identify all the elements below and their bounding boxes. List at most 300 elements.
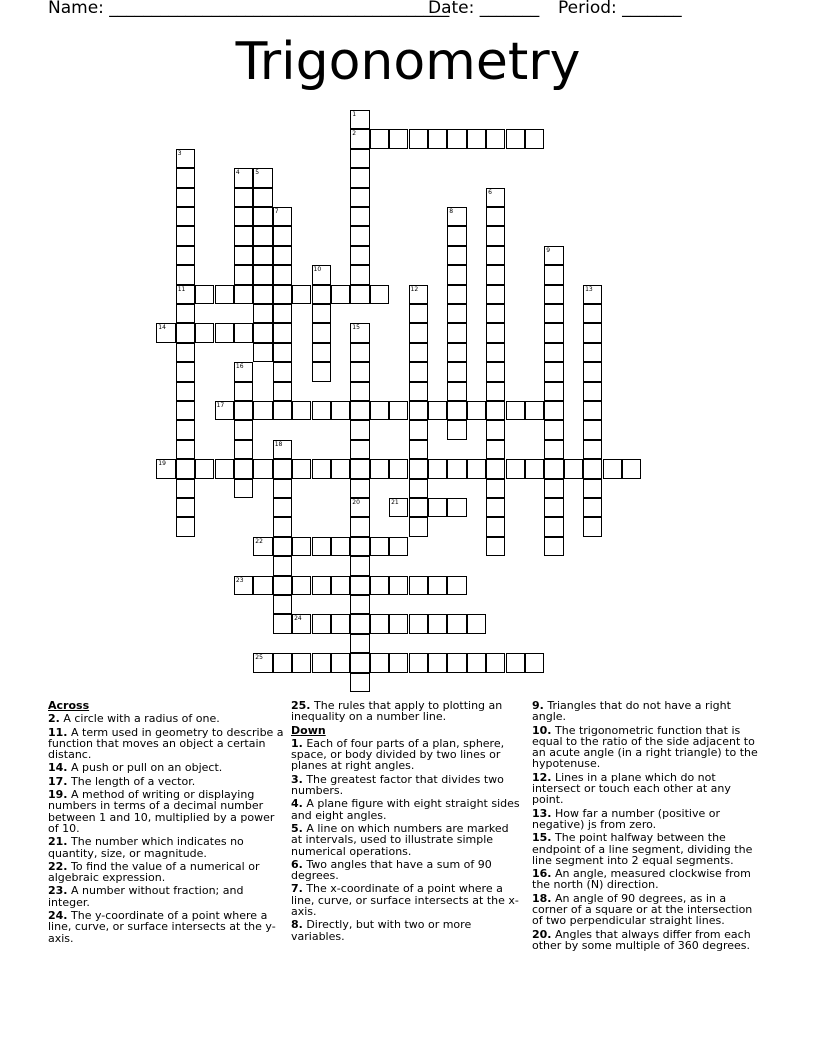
- crossword-cell[interactable]: [234, 440, 253, 459]
- crossword-cell[interactable]: [312, 304, 331, 323]
- crossword-cell[interactable]: [234, 479, 253, 498]
- crossword-cell[interactable]: [428, 401, 447, 420]
- crossword-cell[interactable]: [370, 576, 389, 595]
- crossword-cell[interactable]: [486, 226, 505, 245]
- clue-number: 2.: [48, 712, 60, 726]
- crossword-cell[interactable]: [409, 362, 428, 381]
- crossword-cell[interactable]: [215, 459, 234, 478]
- crossword-cell[interactable]: [273, 576, 292, 595]
- crossword-cell[interactable]: [409, 440, 428, 459]
- crossword-cell[interactable]: [544, 382, 563, 401]
- crossword-cell[interactable]: [544, 420, 563, 439]
- crossword-cell[interactable]: [350, 343, 369, 362]
- crossword-cell[interactable]: [350, 498, 369, 517]
- crossword-cell[interactable]: [428, 129, 447, 148]
- crossword-cell[interactable]: [234, 576, 253, 595]
- crossword-cell[interactable]: [156, 323, 175, 342]
- crossword-cell[interactable]: [409, 479, 428, 498]
- crossword-cell[interactable]: [215, 401, 234, 420]
- crossword-cell[interactable]: [350, 285, 369, 304]
- crossword-cell[interactable]: [409, 576, 428, 595]
- crossword-cell[interactable]: [544, 459, 563, 478]
- page-title: Trigonometry: [235, 32, 581, 92]
- crossword-cell[interactable]: [544, 498, 563, 517]
- crossword-cell[interactable]: [331, 401, 350, 420]
- crossword-cell[interactable]: [486, 440, 505, 459]
- crossword-cell[interactable]: [312, 265, 331, 284]
- crossword-cell[interactable]: [389, 459, 408, 478]
- crossword-cell[interactable]: [273, 517, 292, 536]
- clue-number: 5.: [291, 821, 303, 835]
- crossword-cell[interactable]: [176, 149, 195, 168]
- crossword-cell[interactable]: [292, 459, 311, 478]
- crossword-cell[interactable]: [486, 362, 505, 381]
- crossword-cell[interactable]: [544, 479, 563, 498]
- crossword-cell[interactable]: [506, 401, 525, 420]
- crossword-cell[interactable]: [544, 343, 563, 362]
- crossword-cell[interactable]: [350, 459, 369, 478]
- crossword-cell[interactable]: [564, 459, 583, 478]
- crossword-cell[interactable]: [176, 285, 195, 304]
- crossword-cell[interactable]: [350, 420, 369, 439]
- crossword-cell[interactable]: [389, 614, 408, 633]
- crossword-cell[interactable]: [486, 382, 505, 401]
- crossword-cell[interactable]: [253, 226, 272, 245]
- crossword-cell[interactable]: [447, 459, 466, 478]
- crossword-cell[interactable]: [583, 285, 602, 304]
- crossword-cell[interactable]: [176, 498, 195, 517]
- crossword-cell[interactable]: [176, 362, 195, 381]
- crossword-cell[interactable]: [389, 576, 408, 595]
- crossword-cell[interactable]: [176, 479, 195, 498]
- crossword-cell[interactable]: [273, 595, 292, 614]
- crossword-cell[interactable]: [253, 653, 272, 672]
- crossword-cell[interactable]: [544, 246, 563, 265]
- crossword-cell[interactable]: [467, 614, 486, 633]
- crossword-cell[interactable]: [176, 459, 195, 478]
- clue-number: 17.: [48, 774, 68, 788]
- crossword-cell[interactable]: [447, 382, 466, 401]
- crossword-cell[interactable]: [234, 168, 253, 187]
- crossword-cell[interactable]: [409, 459, 428, 478]
- crossword-cell[interactable]: [273, 362, 292, 381]
- clue-text: A term used in geometry to describe a function that moves an object a certain distanc.: [48, 725, 284, 762]
- crossword-cell[interactable]: [350, 673, 369, 692]
- clue-number-label: 11: [177, 285, 186, 293]
- crossword-cell[interactable]: [350, 634, 369, 653]
- crossword-cell[interactable]: [583, 459, 602, 478]
- crossword-cell[interactable]: [447, 226, 466, 245]
- crossword-cell[interactable]: [273, 537, 292, 556]
- crossword-cell[interactable]: [195, 323, 214, 342]
- crossword-cell[interactable]: [176, 207, 195, 226]
- crossword-cell[interactable]: [486, 207, 505, 226]
- clue-number: 1.: [291, 736, 303, 750]
- crossword-cell[interactable]: [253, 285, 272, 304]
- crossword-cell[interactable]: [350, 168, 369, 187]
- crossword-cell[interactable]: [409, 343, 428, 362]
- crossword-cell[interactable]: [234, 265, 253, 284]
- crossword-cell[interactable]: [253, 323, 272, 342]
- crossword-cell[interactable]: [253, 246, 272, 265]
- crossword-cell[interactable]: [544, 517, 563, 536]
- crossword-cell[interactable]: [486, 129, 505, 148]
- crossword-cell[interactable]: [176, 517, 195, 536]
- crossword-cell[interactable]: [273, 614, 292, 633]
- crossword-cell[interactable]: [428, 576, 447, 595]
- crossword-cell[interactable]: [350, 537, 369, 556]
- crossword-cell[interactable]: [447, 420, 466, 439]
- crossword-cell[interactable]: [350, 479, 369, 498]
- crossword-cell[interactable]: [583, 362, 602, 381]
- crossword-cell[interactable]: [176, 226, 195, 245]
- crossword-cell[interactable]: [253, 537, 272, 556]
- clue-text: Two angles that have a sum of 90 degrees.: [291, 857, 492, 883]
- crossword-cell[interactable]: [409, 382, 428, 401]
- crossword-cell[interactable]: [312, 537, 331, 556]
- crossword-cell[interactable]: [486, 265, 505, 284]
- clue-text: The length of a vector.: [67, 774, 196, 788]
- crossword-cell[interactable]: [273, 556, 292, 575]
- crossword-cell[interactable]: [176, 401, 195, 420]
- crossword-cell[interactable]: [544, 304, 563, 323]
- crossword-cell[interactable]: [176, 323, 195, 342]
- crossword-cell[interactable]: [525, 129, 544, 148]
- crossword-cell[interactable]: [273, 226, 292, 245]
- clue-number-label: 7: [274, 208, 279, 215]
- clue-number: 15.: [532, 831, 552, 845]
- crossword-cell[interactable]: [350, 110, 369, 129]
- crossword-cell[interactable]: [253, 401, 272, 420]
- crossword-cell[interactable]: [273, 440, 292, 459]
- clue-number-label: 22: [255, 537, 263, 545]
- crossword-cell[interactable]: [447, 653, 466, 672]
- crossword-cell[interactable]: [273, 653, 292, 672]
- crossword-cell[interactable]: [447, 323, 466, 342]
- crossword-cell[interactable]: [273, 246, 292, 265]
- crossword-cell[interactable]: [486, 479, 505, 498]
- crossword-cell[interactable]: [253, 343, 272, 362]
- crossword-cell[interactable]: [234, 459, 253, 478]
- crossword-cell[interactable]: [447, 614, 466, 633]
- crossword-cell[interactable]: [428, 653, 447, 672]
- crossword-cell[interactable]: [583, 382, 602, 401]
- name-field[interactable]: Name: ________________________________________: [48, 0, 450, 18]
- crossword-cell[interactable]: [253, 168, 272, 187]
- crossword-cell[interactable]: [486, 246, 505, 265]
- crossword-cell[interactable]: [409, 420, 428, 439]
- crossword-cell[interactable]: [331, 614, 350, 633]
- crossword-cell[interactable]: [506, 459, 525, 478]
- crossword-cell[interactable]: [176, 382, 195, 401]
- clue-number: 24.: [48, 909, 68, 923]
- crossword-cell[interactable]: [467, 129, 486, 148]
- crossword-cell[interactable]: [544, 537, 563, 556]
- clue-text: An angle of 90 degrees, as in a corner of a square or at the intersection of two perpendicular straight lines.: [532, 891, 753, 928]
- crossword-cell[interactable]: [273, 479, 292, 498]
- crossword-cell[interactable]: [447, 362, 466, 381]
- crossword-cell[interactable]: [389, 498, 408, 517]
- crossword-cell[interactable]: [292, 576, 311, 595]
- clue-item: [291, 919, 523, 942]
- crossword-cell[interactable]: [409, 129, 428, 148]
- crossword-cell[interactable]: [195, 285, 214, 304]
- crossword-cell[interactable]: [312, 614, 331, 633]
- crossword-cell[interactable]: [409, 498, 428, 517]
- crossword-cell[interactable]: [409, 517, 428, 536]
- crossword-cell[interactable]: [292, 614, 311, 633]
- crossword-cell[interactable]: [467, 401, 486, 420]
- crossword-cell[interactable]: [234, 285, 253, 304]
- crossword-cell[interactable]: [622, 459, 641, 478]
- crossword-cell[interactable]: [409, 653, 428, 672]
- crossword-cell[interactable]: [447, 576, 466, 595]
- crossword-cell[interactable]: [544, 265, 563, 284]
- crossword-cell[interactable]: [389, 653, 408, 672]
- crossword-cell[interactable]: [312, 401, 331, 420]
- crossword-cell[interactable]: [253, 459, 272, 478]
- crossword-cell[interactable]: [583, 323, 602, 342]
- crossword-cell[interactable]: [350, 556, 369, 575]
- crossword-cell[interactable]: [234, 246, 253, 265]
- crossword-cell[interactable]: [253, 576, 272, 595]
- crossword-cell[interactable]: [544, 401, 563, 420]
- crossword-cell[interactable]: [486, 401, 505, 420]
- crossword-cell[interactable]: [447, 207, 466, 226]
- clue-number: 6.: [291, 857, 303, 871]
- crossword-cell[interactable]: [350, 517, 369, 536]
- crossword-cell[interactable]: [544, 440, 563, 459]
- crossword-cell[interactable]: [234, 207, 253, 226]
- crossword-cell[interactable]: [486, 517, 505, 536]
- crossword-cell[interactable]: [486, 304, 505, 323]
- crossword-cell[interactable]: [389, 401, 408, 420]
- crossword-cell[interactable]: [467, 653, 486, 672]
- crossword-cell[interactable]: [409, 304, 428, 323]
- across-clue-list-continued: [291, 700, 523, 723]
- crossword-cell[interactable]: [292, 401, 311, 420]
- clue-text: Lines in a plane which do not intersect or touch each other at any point.: [532, 770, 731, 807]
- crossword-cell[interactable]: [350, 653, 369, 672]
- crossword-cell[interactable]: [292, 285, 311, 304]
- clue-number-label: 23: [235, 576, 244, 584]
- crossword-cell[interactable]: [312, 653, 331, 672]
- crossword-cell[interactable]: [215, 285, 234, 304]
- crossword-cell[interactable]: [350, 323, 369, 342]
- crossword-cell[interactable]: [486, 323, 505, 342]
- crossword-cell[interactable]: [292, 653, 311, 672]
- crossword-cell[interactable]: [331, 537, 350, 556]
- crossword-cell[interactable]: [176, 188, 195, 207]
- crossword-cell[interactable]: [331, 576, 350, 595]
- period-field[interactable]: Period: _______: [558, 0, 682, 18]
- crossword-cell[interactable]: [253, 265, 272, 284]
- crossword-cell[interactable]: [312, 285, 331, 304]
- clue-text: The rules that apply to plotting an inequality on a number line.: [291, 699, 503, 724]
- crossword-cell[interactable]: [176, 440, 195, 459]
- crossword-cell[interactable]: [176, 168, 195, 187]
- crossword-cell[interactable]: [312, 343, 331, 362]
- crossword-cell[interactable]: [370, 653, 389, 672]
- crossword-cell[interactable]: [273, 207, 292, 226]
- crossword-cell[interactable]: [234, 401, 253, 420]
- crossword-cell[interactable]: [544, 323, 563, 342]
- crossword-cell[interactable]: [428, 459, 447, 478]
- crossword-cell[interactable]: [350, 595, 369, 614]
- crossword-cell[interactable]: [486, 653, 505, 672]
- crossword-cell[interactable]: [370, 285, 389, 304]
- crossword-cell[interactable]: [447, 401, 466, 420]
- crossword-cell[interactable]: [350, 265, 369, 284]
- crossword-cell[interactable]: [389, 129, 408, 148]
- clue-item: [532, 929, 764, 952]
- crossword-cell[interactable]: [273, 285, 292, 304]
- date-field[interactable]: Date: _______: [428, 0, 540, 18]
- crossword-cell[interactable]: [409, 323, 428, 342]
- crossword-cell[interactable]: [312, 323, 331, 342]
- crossword-cell[interactable]: [389, 537, 408, 556]
- clue-number-label: 8: [449, 208, 454, 215]
- crossword-cell[interactable]: [370, 401, 389, 420]
- crossword-cell[interactable]: [370, 129, 389, 148]
- crossword-cell[interactable]: [544, 285, 563, 304]
- crossword-cell[interactable]: [486, 188, 505, 207]
- crossword-cell[interactable]: [447, 265, 466, 284]
- crossword-cell[interactable]: [447, 498, 466, 517]
- crossword-cell[interactable]: [176, 420, 195, 439]
- crossword-cell[interactable]: [273, 459, 292, 478]
- crossword-cell[interactable]: [447, 129, 466, 148]
- crossword-cell[interactable]: [583, 479, 602, 498]
- crossword-cell[interactable]: [486, 343, 505, 362]
- crossword-cell[interactable]: [603, 459, 622, 478]
- crossword-cell[interactable]: [176, 265, 195, 284]
- crossword-cell[interactable]: [273, 343, 292, 362]
- clue-number-label: 15: [352, 324, 360, 332]
- crossword-cell[interactable]: [350, 382, 369, 401]
- crossword-cell[interactable]: [350, 401, 369, 420]
- crossword-cell[interactable]: [583, 304, 602, 323]
- crossword-cell[interactable]: [467, 459, 486, 478]
- crossword-cell[interactable]: [253, 188, 272, 207]
- crossword-cell[interactable]: [350, 188, 369, 207]
- crossword-cell[interactable]: [273, 304, 292, 323]
- crossword-cell[interactable]: [331, 459, 350, 478]
- crossword-cell[interactable]: [428, 498, 447, 517]
- crossword-cell[interactable]: [234, 188, 253, 207]
- crossword-cell[interactable]: [312, 362, 331, 381]
- clue-number-label: 21: [391, 499, 399, 506]
- clue-text: A push or pull on an object.: [67, 761, 223, 775]
- clue-text: Triangles that do not have a right angle.: [532, 699, 731, 724]
- crossword-cell[interactable]: [312, 576, 331, 595]
- crossword-cell[interactable]: [273, 265, 292, 284]
- crossword-cell[interactable]: [350, 440, 369, 459]
- crossword-cell[interactable]: [273, 382, 292, 401]
- crossword-cell[interactable]: [544, 362, 563, 381]
- clue-item: [532, 808, 764, 831]
- crossword-cell[interactable]: [486, 537, 505, 556]
- crossword-cell[interactable]: [409, 401, 428, 420]
- crossword-cell[interactable]: [215, 323, 234, 342]
- crossword-cell[interactable]: [176, 246, 195, 265]
- clue-item: [291, 883, 523, 917]
- crossword-cell[interactable]: [486, 285, 505, 304]
- crossword-cell[interactable]: [331, 653, 350, 672]
- crossword-cell[interactable]: [350, 246, 369, 265]
- clue-number-label: 16: [235, 363, 244, 371]
- crossword-cell[interactable]: [234, 226, 253, 245]
- crossword-cell[interactable]: [331, 285, 350, 304]
- crossword-cell[interactable]: [350, 226, 369, 245]
- crossword-cell[interactable]: [583, 517, 602, 536]
- crossword-cell[interactable]: [370, 459, 389, 478]
- crossword-cell[interactable]: [156, 459, 175, 478]
- crossword-cell[interactable]: [583, 401, 602, 420]
- crossword-cell[interactable]: [370, 537, 389, 556]
- crossword-cell[interactable]: [350, 614, 369, 633]
- crossword-cell[interactable]: [525, 653, 544, 672]
- crossword-cell[interactable]: [350, 576, 369, 595]
- crossword-cell[interactable]: [447, 304, 466, 323]
- crossword-cell[interactable]: [486, 498, 505, 517]
- crossword-cell[interactable]: [506, 129, 525, 148]
- crossword-cell[interactable]: [273, 498, 292, 517]
- crossword-cell[interactable]: [176, 343, 195, 362]
- crossword-cell[interactable]: [583, 440, 602, 459]
- crossword-cell[interactable]: [583, 343, 602, 362]
- crossword-cell[interactable]: [350, 362, 369, 381]
- crossword-cell[interactable]: [525, 459, 544, 478]
- crossword-cell[interactable]: [176, 304, 195, 323]
- crossword-cell[interactable]: [234, 420, 253, 439]
- clue-text: How far a number (positive or negative) js from zero.: [532, 806, 720, 831]
- clue-number: 14.: [48, 761, 68, 775]
- crossword-cell[interactable]: [409, 285, 428, 304]
- crossword-cell[interactable]: [273, 323, 292, 342]
- crossword-cell[interactable]: [486, 459, 505, 478]
- crossword-cell[interactable]: [447, 343, 466, 362]
- clue-item: [48, 762, 284, 773]
- crossword-cell[interactable]: [506, 653, 525, 672]
- crossword-cell[interactable]: [234, 382, 253, 401]
- crossword-cell[interactable]: [350, 129, 369, 148]
- crossword-cell[interactable]: [273, 401, 292, 420]
- clue-number: 22.: [48, 859, 68, 873]
- crossword-cell[interactable]: [428, 614, 447, 633]
- crossword-cell[interactable]: [292, 537, 311, 556]
- clue-text: A plane figure with eight straight sides and eight angles.: [291, 797, 520, 822]
- crossword-cell[interactable]: [447, 246, 466, 265]
- crossword-cell[interactable]: [234, 323, 253, 342]
- crossword-cell[interactable]: [525, 401, 544, 420]
- crossword-cell[interactable]: [350, 149, 369, 168]
- clue-number: 25.: [291, 699, 311, 712]
- crossword-cell[interactable]: [253, 207, 272, 226]
- crossword-cell[interactable]: [234, 362, 253, 381]
- crossword-cell[interactable]: [409, 614, 428, 633]
- crossword-cell[interactable]: [583, 420, 602, 439]
- crossword-cell[interactable]: [583, 498, 602, 517]
- crossword-cell[interactable]: [447, 285, 466, 304]
- crossword-cell[interactable]: [253, 304, 272, 323]
- clue-item: [48, 789, 284, 834]
- crossword-cell[interactable]: [370, 614, 389, 633]
- crossword-cell[interactable]: [195, 459, 214, 478]
- crossword-cell[interactable]: [486, 420, 505, 439]
- crossword-cell[interactable]: [350, 207, 369, 226]
- crossword-cell[interactable]: [312, 459, 331, 478]
